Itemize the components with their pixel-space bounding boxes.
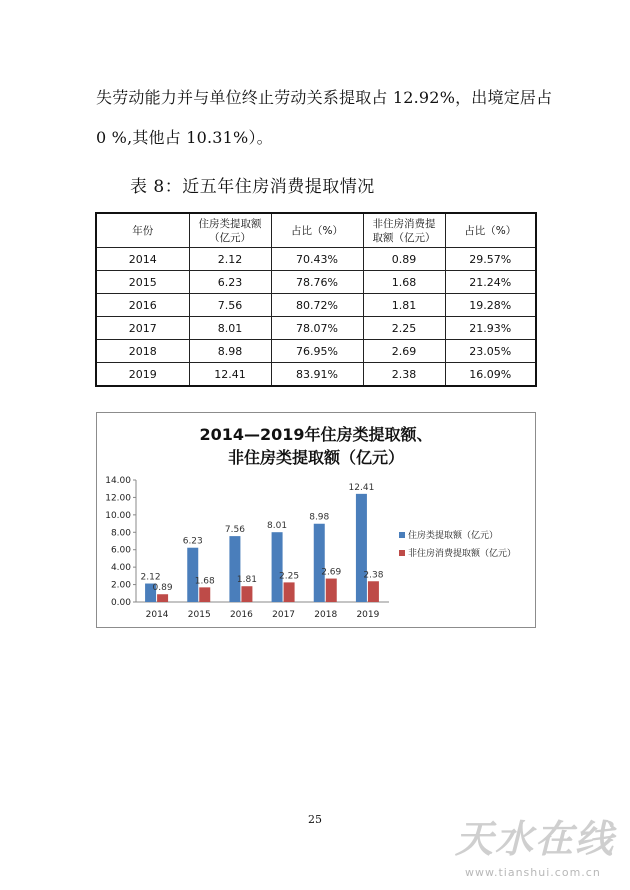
cell-housing-share: 83.91% (271, 363, 363, 387)
x-tick-label: 2015 (187, 610, 211, 620)
cell-year: 2019 (96, 363, 189, 387)
data-label-nonhousing: 0.89 (152, 583, 173, 594)
data-label-nonhousing: 2.38 (363, 570, 384, 581)
chart-container (96, 412, 536, 628)
bar-nonhousing (241, 586, 252, 602)
header-housing-share: 占比（%） (271, 213, 363, 248)
cell-nonhousing-share: 23.05% (445, 340, 536, 363)
cell-nonhousing-amount: 2.38 (363, 363, 445, 387)
data-label-nonhousing: 1.68 (194, 576, 215, 587)
cell-nonhousing-amount: 1.68 (363, 271, 445, 294)
table-header-row (96, 213, 536, 248)
header-nonhousing-share: 占比（%） (445, 213, 536, 248)
paragraph-line-1: 失劳动能力并与单位终止劳动关系提取占 12.92%，出境定居占 (96, 88, 553, 107)
cell-housing-share: 80.72% (271, 294, 363, 317)
page-number: 25 (308, 813, 322, 826)
bar-housing (356, 494, 367, 602)
cell-housing-share: 70.43% (271, 248, 363, 271)
data-label-nonhousing: 1.81 (236, 575, 257, 586)
cell-year: 2015 (96, 271, 189, 294)
table-row (96, 317, 536, 340)
y-tick-label: 10.00 (105, 510, 131, 521)
bar-nonhousing (284, 582, 295, 602)
cell-housing-share: 78.07% (271, 317, 363, 340)
cell-housing-amount: 2.12 (189, 248, 271, 271)
x-tick-label: 2017 (272, 610, 296, 620)
cell-year: 2014 (96, 248, 189, 271)
bar-nonhousing (199, 587, 210, 602)
cell-year: 2017 (96, 317, 189, 340)
table-row (96, 340, 536, 363)
y-tick-label: 2.00 (110, 580, 131, 591)
x-tick-label: 2019 (356, 610, 380, 620)
bar-nonhousing (326, 579, 337, 602)
header-nonhousing-amount: 非住房消费提取额（亿元） (363, 213, 445, 248)
cell-nonhousing-share: 21.93% (445, 317, 536, 340)
cell-housing-amount: 12.41 (189, 363, 271, 387)
table-caption: 表 8：近五年住房消费提取情况 (130, 177, 375, 197)
housing-withdrawal-table (95, 212, 537, 387)
bar-housing (272, 532, 283, 602)
bar-housing (187, 548, 198, 602)
chart-title-line-2: 非住房类提取额（亿元） (227, 448, 405, 467)
cell-housing-amount: 8.98 (189, 340, 271, 363)
data-label-nonhousing: 2.25 (279, 571, 300, 582)
table-row (96, 294, 536, 317)
bar-nonhousing (157, 594, 168, 602)
bar-chart (97, 413, 535, 627)
data-label-housing: 6.23 (182, 536, 203, 547)
paragraph-line-2: 0 %,其他占 10.31%）。 (96, 128, 273, 147)
table-row (96, 363, 536, 387)
cell-nonhousing-share: 16.09% (445, 363, 536, 387)
watermark (455, 808, 625, 888)
header-housing-amount: 住房类提取额（亿元） (189, 213, 271, 248)
bar-nonhousing (368, 581, 379, 602)
cell-nonhousing-amount: 2.25 (363, 317, 445, 340)
header-year: 年份 (96, 213, 189, 248)
cell-housing-amount: 7.56 (189, 294, 271, 317)
chart-title-line-1: 2014—2019年住房类提取额、 (199, 425, 433, 444)
y-tick-label: 0.00 (110, 598, 131, 608)
cell-nonhousing-share: 19.28% (445, 294, 536, 317)
table-row (96, 248, 536, 271)
legend-label: 住房类提取额（亿元） (408, 531, 499, 541)
cell-nonhousing-share: 21.24% (445, 271, 536, 294)
bar-housing (229, 536, 240, 602)
data-label-housing: 8.01 (267, 521, 288, 532)
y-tick-label: 6.00 (110, 545, 131, 556)
data-label-housing: 8.98 (309, 512, 330, 523)
cell-nonhousing-amount: 1.81 (363, 294, 445, 317)
bar-housing (314, 524, 325, 602)
data-label-nonhousing: 2.69 (321, 567, 342, 578)
watermark-logo-text: 天水在线 (455, 817, 616, 861)
cell-housing-share: 76.95% (271, 340, 363, 363)
cell-housing-share: 78.76% (271, 271, 363, 294)
legend-swatch (399, 532, 405, 538)
y-tick-label: 8.00 (110, 528, 131, 539)
cell-housing-amount: 8.01 (189, 317, 271, 340)
cell-nonhousing-amount: 0.89 (363, 248, 445, 271)
cell-year: 2016 (96, 294, 189, 317)
data-label-housing: 7.56 (224, 525, 245, 536)
cell-nonhousing-share: 29.57% (445, 248, 536, 271)
table-row (96, 271, 536, 294)
watermark-url: www.tianshui.com.cn (465, 866, 601, 879)
legend-swatch (399, 550, 405, 556)
cell-year: 2018 (96, 340, 189, 363)
x-tick-label: 2018 (314, 610, 338, 620)
cell-nonhousing-amount: 2.69 (363, 340, 445, 363)
legend-label: 非住房消费提取额（亿元） (408, 549, 517, 559)
x-tick-label: 2016 (229, 610, 253, 620)
x-tick-label: 2014 (145, 610, 169, 620)
data-label-housing: 2.12 (140, 572, 161, 583)
y-tick-label: 12.00 (105, 493, 131, 504)
data-label-housing: 12.41 (348, 482, 375, 493)
cell-housing-amount: 6.23 (189, 271, 271, 294)
table-body (96, 248, 536, 387)
y-tick-label: 4.00 (110, 563, 131, 574)
y-tick-label: 14.00 (105, 476, 131, 486)
